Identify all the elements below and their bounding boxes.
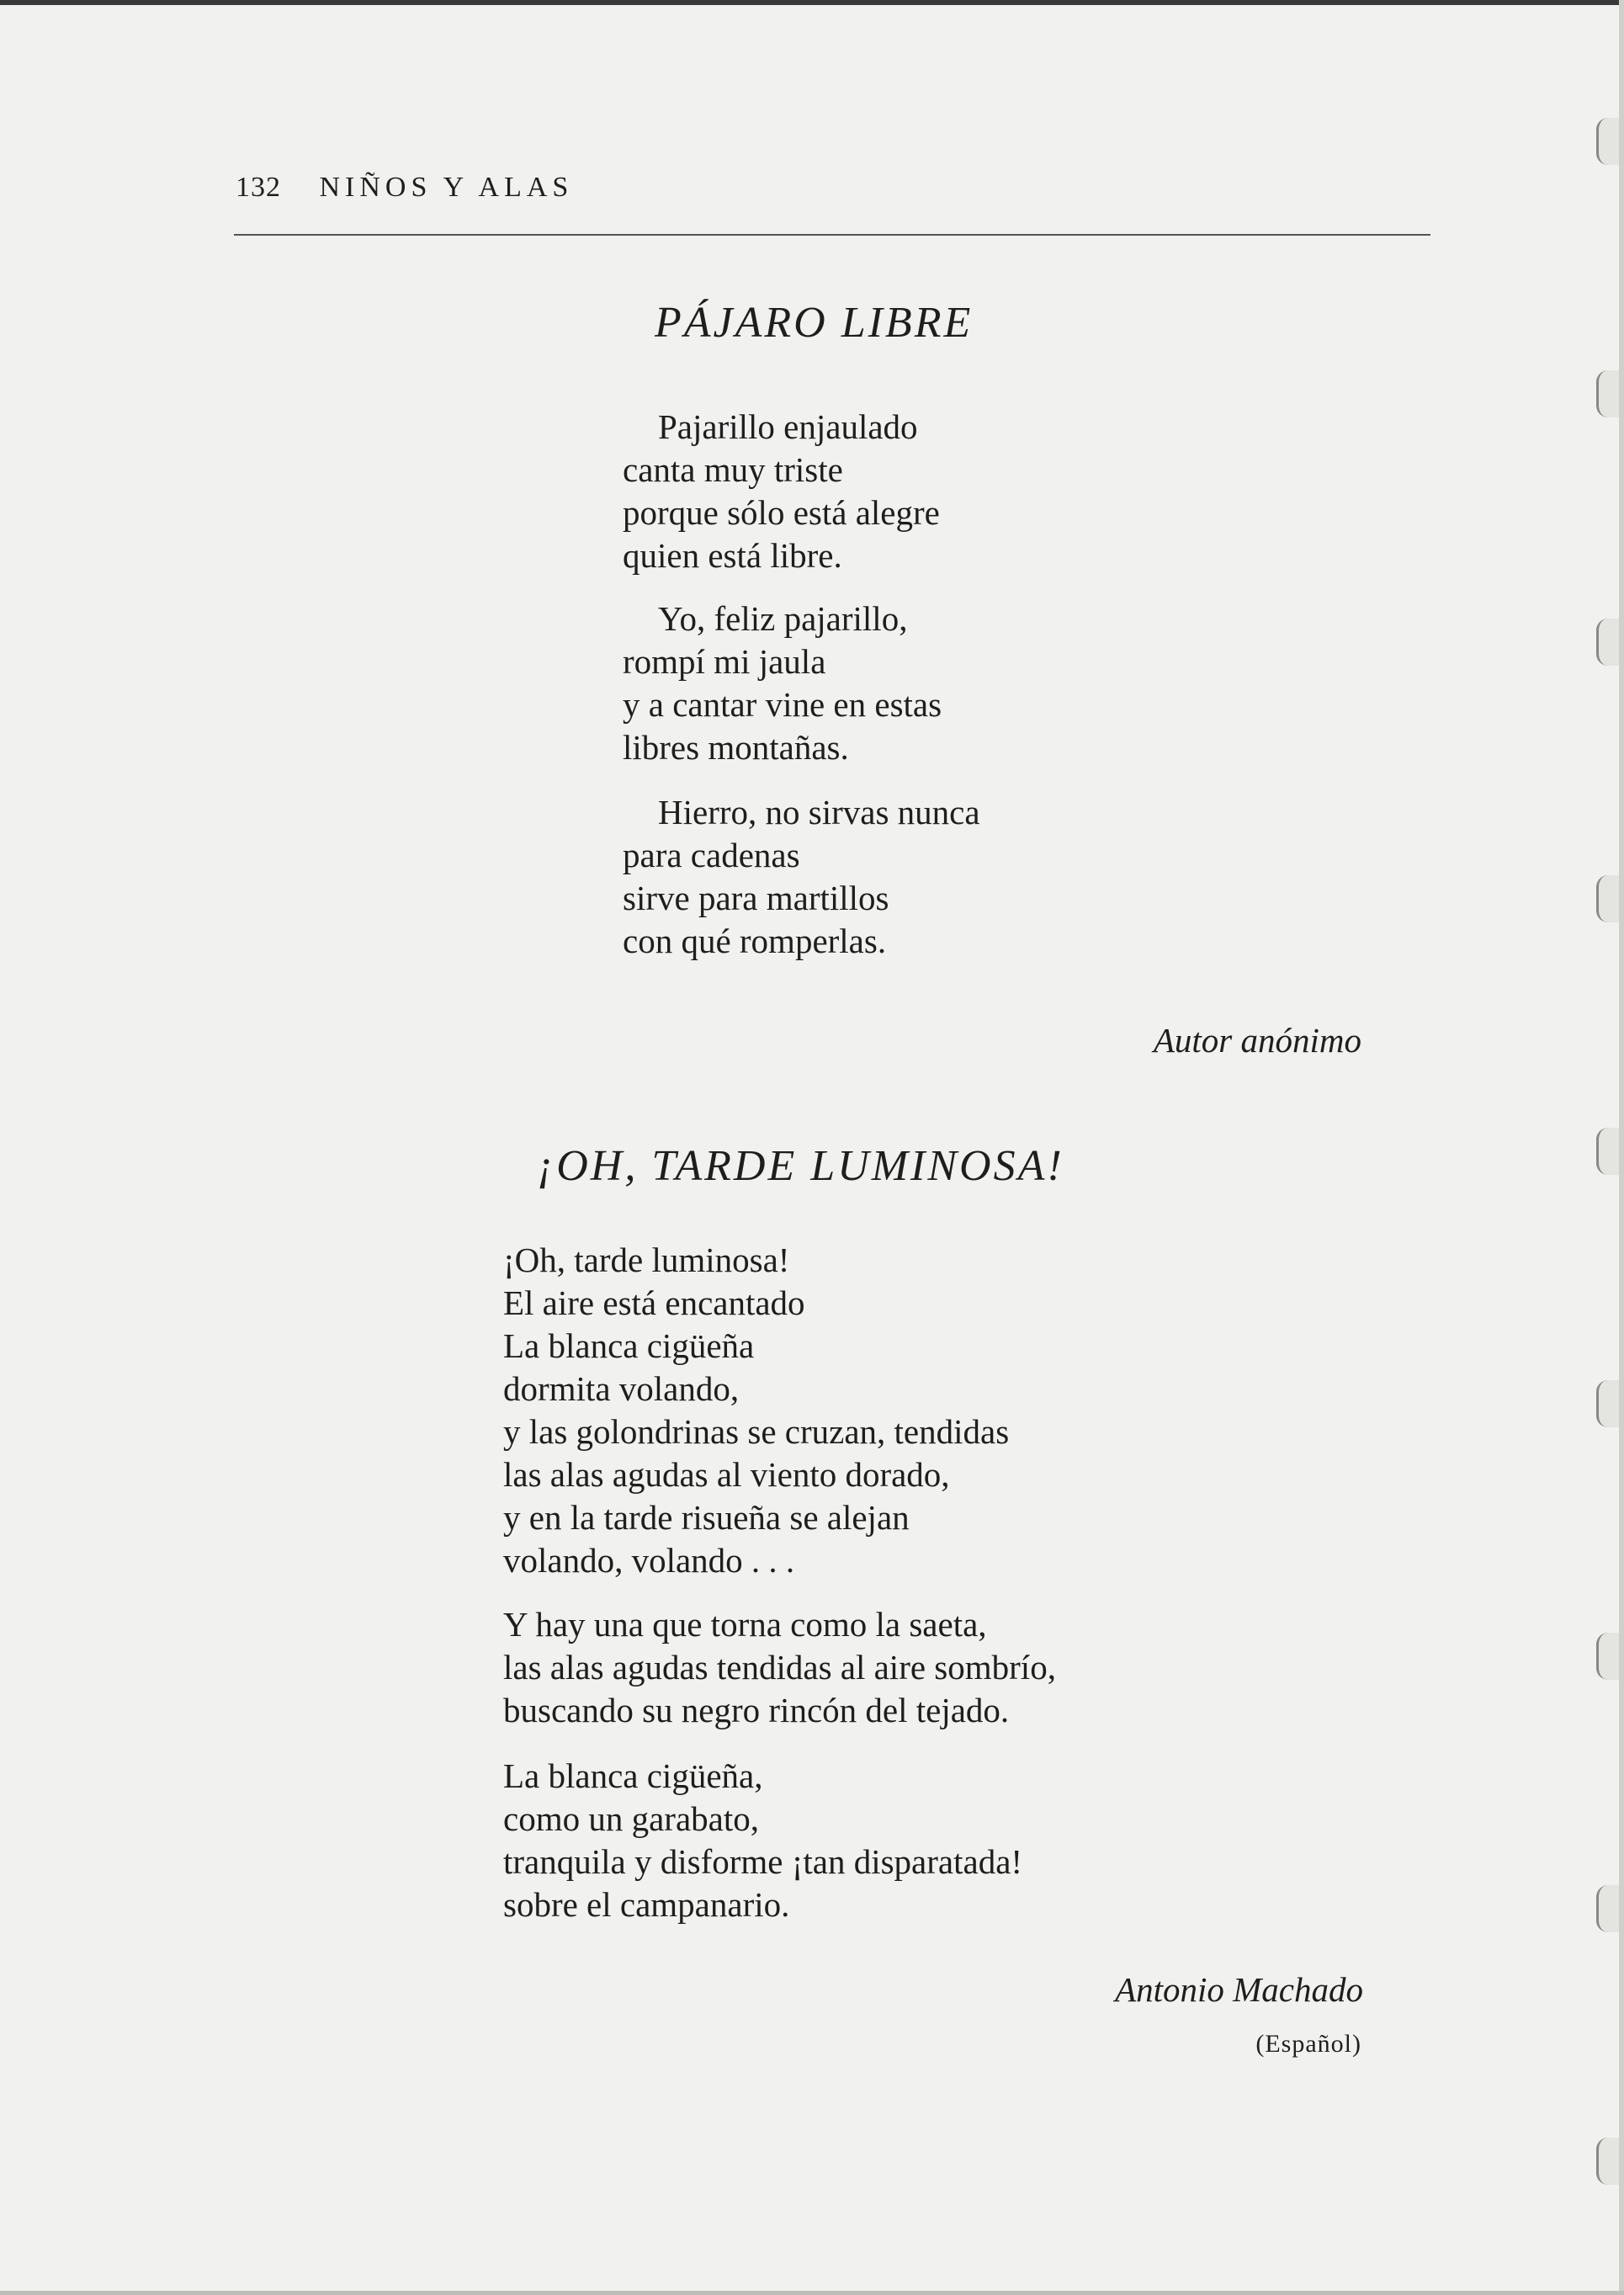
verse-line: sobre el campanario. — [503, 1885, 790, 1924]
binding-hole-mark — [1596, 370, 1619, 417]
verse-line: dormita volando, — [503, 1369, 740, 1408]
poem2-author: Antonio Machado — [1115, 1970, 1363, 2009]
poem1-title: PÁJARO LIBRE — [655, 299, 974, 347]
binding-hole-mark — [1596, 1128, 1619, 1175]
page-number: 132 — [236, 172, 281, 203]
verse-line: La blanca cigüeña — [503, 1326, 755, 1365]
poem1-stanza-2 — [623, 598, 942, 769]
verse-line: como un garabato, — [503, 1799, 759, 1838]
verse-line: y en la tarde risueña se alejan — [503, 1498, 910, 1537]
verse-line: La blanca cigüeña, — [503, 1756, 763, 1795]
verse-line: y a cantar vine en estas — [623, 685, 942, 724]
running-head — [236, 172, 573, 204]
verse-line: Yo, feliz pajarillo, — [658, 599, 908, 638]
verse-line: porque sólo está alegre — [623, 493, 940, 532]
binding-hole-mark — [1596, 875, 1619, 922]
binding-hole-mark — [1596, 118, 1619, 165]
binding-hole-mark — [1596, 1885, 1619, 1932]
page-bottom-edge — [0, 2291, 1624, 2295]
poem1-stanza-3 — [623, 791, 980, 963]
binding-hole-mark — [1596, 1380, 1619, 1427]
verse-line: Pajarillo enjaulado — [658, 407, 918, 446]
verse-line: Y hay una que torna como la saeta, — [503, 1605, 987, 1644]
poem2-stanza-2 — [503, 1603, 1056, 1732]
poem2-origin: (Español) — [1255, 2030, 1361, 2058]
verse-line: para cadenas — [623, 836, 800, 874]
poem2-stanza-3 — [503, 1755, 1022, 1926]
verse-line: libres montañas. — [623, 728, 849, 767]
verse-line: ¡Oh, tarde luminosa! — [503, 1240, 790, 1279]
verse-line: buscando su negro rincón del tejado. — [503, 1691, 1010, 1729]
binding-hole-mark — [1596, 619, 1619, 666]
verse-line: rompí mi jaula — [623, 642, 826, 681]
verse-line: tranquila y disforme ¡tan disparatada! — [503, 1842, 1023, 1881]
verse-line: sirve para martillos — [623, 879, 889, 917]
verse-line: las alas agudas tendidas al aire sombrío, — [503, 1648, 1056, 1687]
verse-line: las alas agudas al viento dorado, — [503, 1455, 950, 1494]
verse-line: y las golondrinas se cruzan, tendidas — [503, 1412, 1010, 1451]
verse-line: con qué romperlas. — [623, 922, 887, 960]
verse-line: canta muy triste — [623, 450, 843, 489]
book-title: NIÑOS Y ALAS — [319, 172, 574, 203]
poem1-stanza-1 — [623, 406, 940, 577]
poem1-author: Autor anónimo — [1153, 1021, 1361, 1060]
header-divider — [234, 234, 1430, 236]
binding-hole-mark — [1596, 1633, 1619, 1680]
verse-line: volando, volando . . . — [503, 1541, 795, 1580]
verse-line: Hierro, no sirvas nunca — [658, 793, 980, 831]
poem2-stanza-1 — [503, 1239, 1009, 1582]
binding-hole-mark — [1596, 2138, 1619, 2185]
page-right-edge — [1619, 0, 1624, 2295]
poem2-title: ¡OH, TARDE LUMINOSA! — [537, 1142, 1064, 1190]
page-top-edge — [0, 0, 1624, 5]
verse-line: quien está libre. — [623, 536, 842, 575]
verse-line: El aire está encantado — [503, 1283, 805, 1322]
